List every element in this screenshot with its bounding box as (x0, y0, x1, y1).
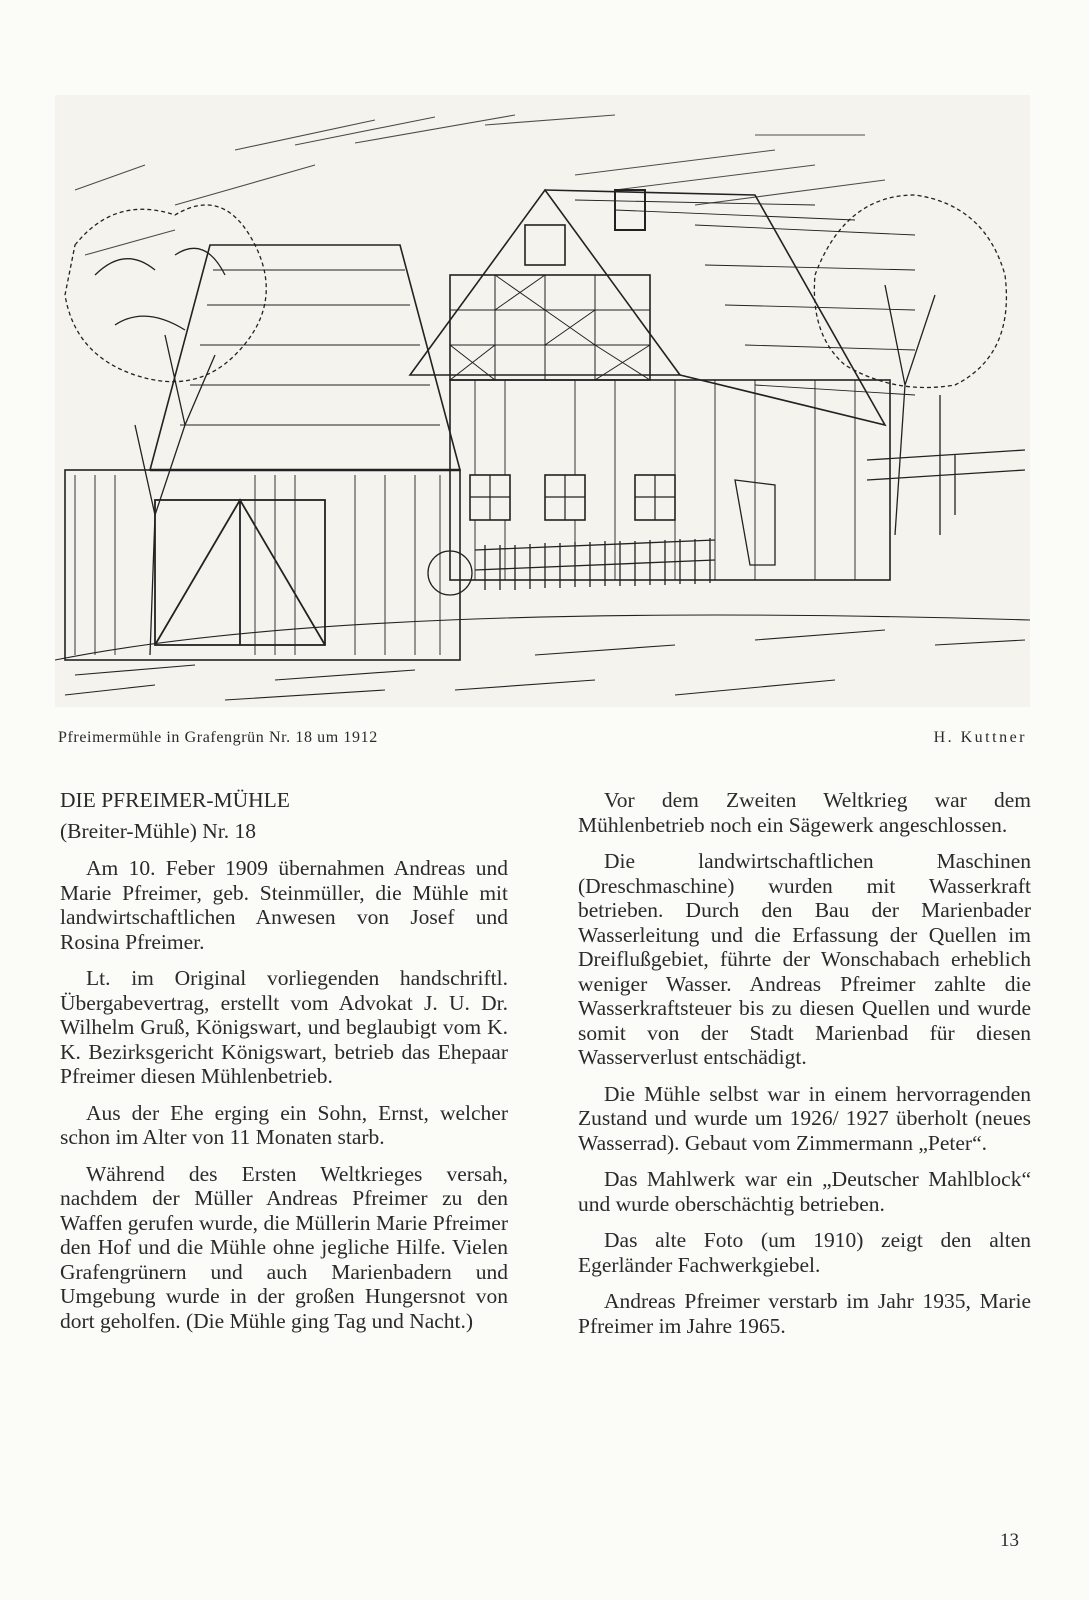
page-number: 13 (1000, 1530, 1019, 1551)
paragraph: Die Mühle selbst war in einem hervorragenden Zustand und wurde um 1926/ 1927 überholt (neues Wasserrad). Gebaut vom Zimmermann „Peter“. (578, 1081, 1031, 1155)
paragraph: Vor dem Zweiten Weltkrieg war dem Mühlenbetrieb noch ein Sägewerk angeschlossen. (578, 788, 1031, 837)
right-column (578, 788, 1031, 1350)
barn (65, 245, 460, 660)
paragraph: Aus der Ehe erging ein Sohn, Ernst, welcher schon im Alter von 11 Monaten starb. (60, 1100, 508, 1149)
paragraph: Die landwirtschaftlichen Maschinen (Dreschmaschine) wurden mit Wasserkraft betrieben. Durch den Bau der Marienbader Wasserleitung und die Erfassung der Quellen im Dreiflußgebiet, führte der Wonschabach erheblich weniger Wasser. Andreas Pfreimer zahlte die Wasserkraftsteuer bis zu diesen Quellen und wurde somit von der Stadt Marienbad für diesen Wasserverlust entschädigt. (578, 849, 1031, 1069)
left-column (60, 788, 508, 1345)
fence (428, 450, 1025, 595)
half-timbered-house (410, 190, 915, 580)
paragraph: Während des Ersten Weltkrieges versah, nachdem der Müller Andreas Pfreimer zu den Waffen gerufen wurde, die Müllerin Marie Pfreimer den Hof und die Mühle ohne jegliche Hilfe. Vielen Grafengrünern und auch Marienbadern und Umgebung wurde in der großen Hungersnot von dort geholfen. (Die Mühle ging Tag und Nacht.) (60, 1161, 508, 1333)
right-tree (814, 195, 1006, 535)
paragraph: Lt. im Original vorliegenden handschriftl. Übergabevertrag, erstellt vom Advokat J. U. Dr. Wilhelm Gruß, Königswart, und beglaubigt vom K. K. Bezirksgericht Königswart, betrieb das Ehepaar Pfreimer diesen Mühlenbetrieb. (60, 966, 508, 1088)
paragraph: Das alte Foto (um 1910) zeigt den alten Egerländer Fachwerkgiebel. (578, 1228, 1031, 1277)
paragraph: Am 10. Feber 1909 übernahmen Andreas und Marie Pfreimer, geb. Steinmüller, die Mühle mit landwirtschaftlichen Anwesen von Josef und Rosina Pfreimer. (60, 856, 508, 954)
article-subtitle: (Breiter-Mühle) Nr. 18 (60, 818, 256, 843)
paragraph: Das Mahlwerk war ein „Deutscher Mahlblock“ und wurde oberschächtig betrieben. (578, 1167, 1031, 1216)
figure-caption: Pfreimermühle in Grafengrün Nr. 18 um 1912 (58, 729, 378, 746)
mill-illustration (55, 95, 1030, 707)
article-title: DIE PFREIMER-MÜHLE (60, 788, 290, 812)
figure-artist: H. Kuttner (933, 729, 1027, 746)
paragraph: Andreas Pfreimer verstarb im Jahr 1935, Marie Pfreimer im Jahre 1965. (578, 1289, 1031, 1338)
